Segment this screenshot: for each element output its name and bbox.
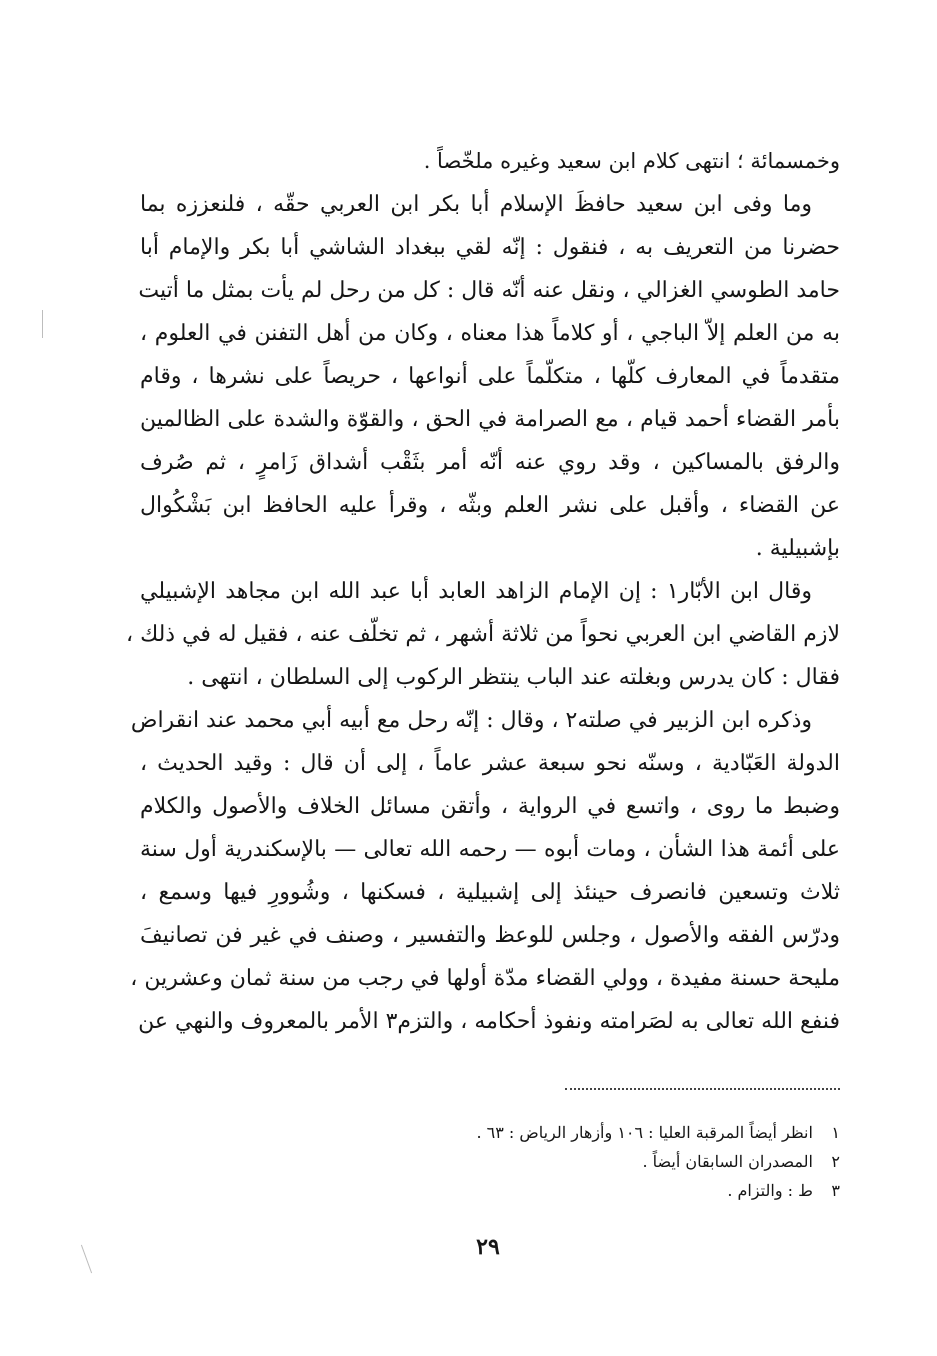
text-line: ودرّس الفقه والأصول ، وجلس للوعظ والتفسير ، وصنف في غير فن تصانيفَ [140,923,840,948]
text-line: وما وفى ابن سعيد حافظَ الإسلام أبا بكر ابن العربي حقّه ، فلنعززه بما [140,192,812,217]
text-line: والرفق بالمساكين ، وقد روي عنه أنّه أمر بثَقْب أشداق زَامرٍ ، ثم صُرف [140,450,840,475]
text-line: متقدماً في المعارف كلّها ، متكلّماً على أنواعها ، حريصاً على نشرها ، وقام [140,364,840,389]
footnote-separator [565,1088,840,1090]
text-line: وذكره ابن الزبير في صلته٢ ، وقال : إنّه رحل مع أبيه أبي محمد عند انقراض [130,708,812,733]
text-line: حضرنا من التعريف به ، فنقول : إنّه لقي ببغداد الشاشي أبا بكر والإمام أبا [140,235,840,260]
footnote-text: انظر أيضاً المرقبة العليا : ١٠٦ وأزهار الرياض : ٦٣ . [476,1123,813,1142]
text-line: ثلاث وتسعين فانصرف حينئذ إلى إشبيلية ، فسكنها ، وشُوورِ فيها وسمع ، [140,880,840,905]
text-line: وخمسمائة ؛ انتهى كلام ابن سعيد وغيره ملخّصاً . [423,149,840,173]
footnote-number: ٢ [831,1152,840,1171]
footnote-number: ٣ [831,1181,840,1200]
text-line: فنفع الله تعالى به لصَرامته ونفوذ أحكامه ، والتزم٣ الأمر بالمعروف والنهي عن [138,1009,840,1034]
footnote-text: ط : والتزام . [727,1181,813,1200]
footnote-text: المصدران السابقان أيضاً . [642,1152,813,1171]
text-line: لازم القاضي ابن العربي نحواً من ثلاثة أشهر ، ثم تخلّف عنه ، فقيل له في ذلك ، [125,622,840,647]
text-line: فقال : كان يدرس وبغلته عند الباب ينتظر الركوب إلى السلطان ، انتهى . [187,665,840,690]
footnote-number: ١ [831,1123,840,1142]
text-line: به من العلم إلاّ الباجي ، أو كلاماً هذا معناه ، وكان من أهل التفنن في العلوم ، [140,321,840,346]
scan-mark [81,1245,92,1274]
text-line: حامد الطوسي الغزالي ، ونقل عنه أنّه قال : كل من رحل لم يأت بمثل ما أتيت [138,278,840,303]
text-line: مليحة حسنة مفيدة ، وولي القضاء مدّة أولها في رجب من سنة ثمان وعشرين ، [130,966,840,991]
text-line: وقال ابن الأبّار١ : إن الإمام الزاهد العابد أبا عبد الله ابن مجاهد الإشبيلي [140,579,812,604]
footnote-item [300,1147,840,1176]
text-line: بإشبيلية . [755,536,840,561]
footnote-item [300,1118,840,1147]
text-line: على أئمة هذا الشأن ، ومات أبوه — رحمه الله تعالى — بالإسكندرية أول سنة [140,837,840,862]
footnotes [300,1118,840,1205]
text-line: الدولة العَبّادية ، وسنّه نحو سبعة عشر عاماً ، إلى أن قال : وقيد الحديث ، [140,751,840,776]
text-line: بأمر القضاء أحمد قيام ، مع الصرامة في الحق ، والقوّة والشدة على الظالمين [140,407,840,432]
text-line: عن القضاء ، وأقبل على نشر العلم وبثّه ، وقرأ عليه الحافظ ابن بَشْكُوال [140,493,840,518]
main-text [125,140,840,1043]
page-number: ٢٩ [476,1234,500,1260]
text-line: وضبط ما روى ، واتسع في الرواية ، وأتقن مسائل الخلاف والأصول والكلام [140,794,840,819]
scan-mark [42,310,43,338]
footnote-item [300,1176,840,1205]
